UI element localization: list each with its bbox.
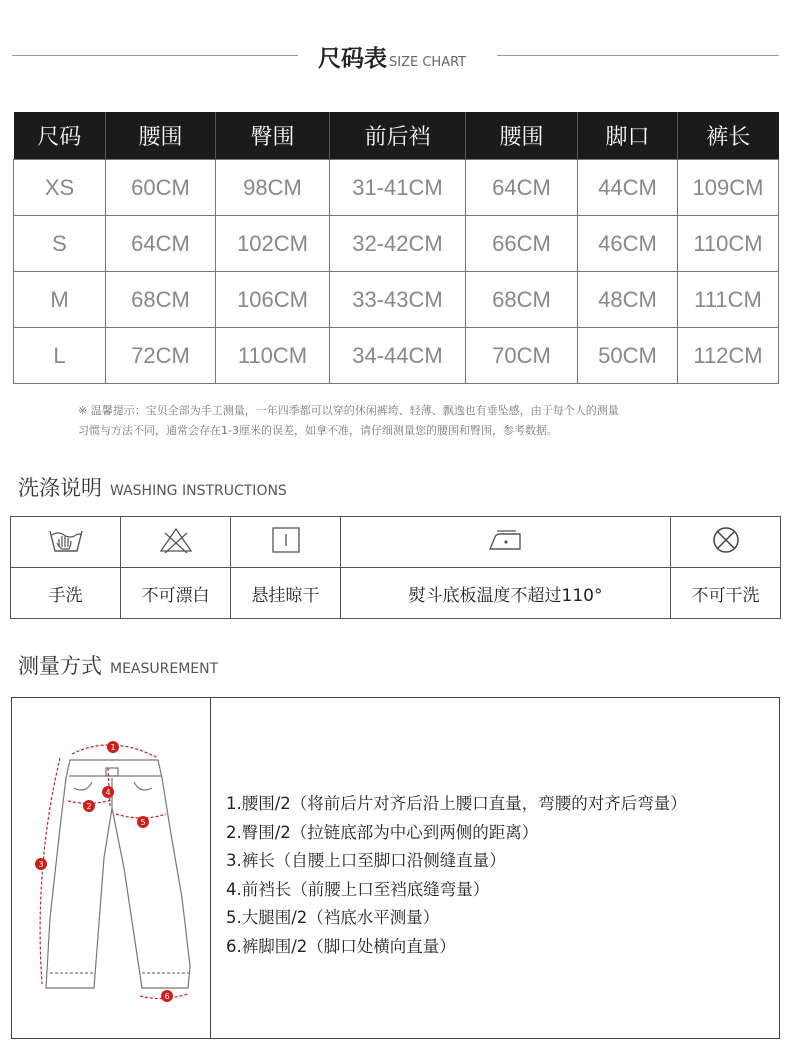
table-cell: 66CM	[466, 216, 578, 272]
washing-label: 悬挂晾干	[231, 568, 341, 619]
table-cell: 68CM	[106, 272, 216, 328]
table-row	[14, 160, 779, 216]
table-cell: 68CM	[466, 272, 578, 328]
size-note-line: 习惯与方法不同，通常会存在1-3厘米的误差，如拿不准，请仔细测量您的腰围和臀围，参考数据。	[78, 424, 558, 437]
washing-label: 熨斗底板温度不超过110°	[341, 568, 671, 619]
header-rule-left	[12, 55, 298, 56]
table-cell: M	[14, 272, 106, 328]
measurement-title-en: MEASUREMENT	[110, 661, 219, 677]
hang-dry-icon	[270, 525, 302, 555]
washing-label: 手洗	[11, 568, 121, 619]
measurement-divider	[210, 698, 211, 1038]
table-cell: 110CM	[216, 328, 330, 384]
col-header: 前后裆	[330, 112, 466, 160]
list-item: 1.腰围/2（将前后片对齐后沿上腰口直量，弯腰的对齐后弯量）	[226, 794, 687, 813]
col-header: 尺码	[14, 112, 106, 160]
page-title	[318, 40, 466, 73]
table-cell: 34-44CM	[330, 328, 466, 384]
table-cell: 98CM	[216, 160, 330, 216]
table-cell: L	[14, 328, 106, 384]
washing-label: 不可漂白	[121, 568, 231, 619]
iron-icon	[486, 527, 526, 553]
marker-label: 2	[86, 802, 92, 811]
table-cell: 72CM	[106, 328, 216, 384]
list-item: 3.裤长（自腰上口至脚口沿侧缝直量）	[226, 851, 506, 871]
size-header-row	[14, 112, 779, 160]
washing-table	[10, 516, 781, 619]
table-cell: XS	[14, 160, 106, 216]
list-item: 2.臀围/2（拉链底部为中心到两侧的距离）	[226, 822, 539, 842]
washing-icon-cell	[11, 517, 121, 568]
washing-title-cn: 洗涤说明	[18, 476, 102, 500]
washing-section-title	[18, 472, 287, 502]
table-cell: 32-42CM	[330, 216, 466, 272]
marker-label: 4	[105, 788, 111, 797]
table-cell: S	[14, 216, 106, 272]
list-item: 6.裤脚围/2（脚口处横向直量）	[226, 936, 456, 956]
table-row	[14, 272, 779, 328]
washing-icon-cell	[121, 517, 231, 568]
table-cell: 60CM	[106, 160, 216, 216]
table-cell: 46CM	[578, 216, 678, 272]
table-cell: 50CM	[578, 328, 678, 384]
table-row	[14, 328, 779, 384]
hand-wash-icon	[46, 525, 86, 555]
col-header: 脚口	[578, 112, 678, 160]
header-rule-right	[497, 55, 779, 56]
washing-label: 不可干洗	[671, 568, 781, 619]
washing-icons-row	[11, 517, 781, 568]
table-cell: 64CM	[466, 160, 578, 216]
col-header: 裤长	[678, 112, 779, 160]
table-cell: 48CM	[578, 272, 678, 328]
col-header: 腰围	[106, 112, 216, 160]
washing-icon-cell	[671, 517, 781, 568]
measurement-list	[226, 790, 687, 962]
table-cell: 110CM	[678, 216, 779, 272]
col-header: 腰围	[466, 112, 578, 160]
table-cell: 102CM	[216, 216, 330, 272]
washing-title-en: WASHING INSTRUCTIONS	[110, 483, 287, 499]
page-title-en: SIZE CHART	[389, 55, 467, 70]
size-chart-table	[13, 112, 779, 384]
marker-label: 3	[38, 860, 44, 869]
table-cell: 111CM	[678, 272, 779, 328]
table-cell: 44CM	[578, 160, 678, 216]
col-header: 臀围	[216, 112, 330, 160]
measurement-title-cn: 测量方式	[18, 654, 102, 678]
table-cell: 64CM	[106, 216, 216, 272]
table-cell: 33-43CM	[330, 272, 466, 328]
table-cell: 106CM	[216, 272, 330, 328]
no-dry-clean-icon	[709, 525, 743, 555]
pants-outline	[46, 760, 190, 988]
list-item: 4.前裆长（前腰上口至裆底缝弯量）	[226, 879, 490, 899]
marker-label: 1	[110, 743, 116, 752]
table-cell: 109CM	[678, 160, 779, 216]
table-cell: 31-41CM	[330, 160, 466, 216]
table-cell: 112CM	[678, 328, 779, 384]
table-row	[14, 216, 779, 272]
size-note	[78, 401, 738, 441]
no-bleach-icon	[158, 525, 194, 555]
washing-icon-cell	[231, 517, 341, 568]
table-cell: 70CM	[466, 328, 578, 384]
washing-labels-row	[11, 568, 781, 619]
size-note-line: ※ 温馨提示：宝贝全部为手工测量，一年四季都可以穿的休闲裤垮、轻薄、飘逸也有垂坠感，由于每个人的测量	[78, 404, 619, 417]
washing-icon-cell	[341, 517, 671, 568]
marker-label: 5	[140, 818, 146, 827]
measurement-section-title	[18, 650, 218, 680]
page-title-cn: 尺码表	[318, 46, 387, 72]
list-item: 5.大腿围/2（裆底水平测量）	[226, 908, 440, 928]
marker-label: 6	[164, 992, 170, 1001]
pants-diagram	[12, 698, 210, 1038]
